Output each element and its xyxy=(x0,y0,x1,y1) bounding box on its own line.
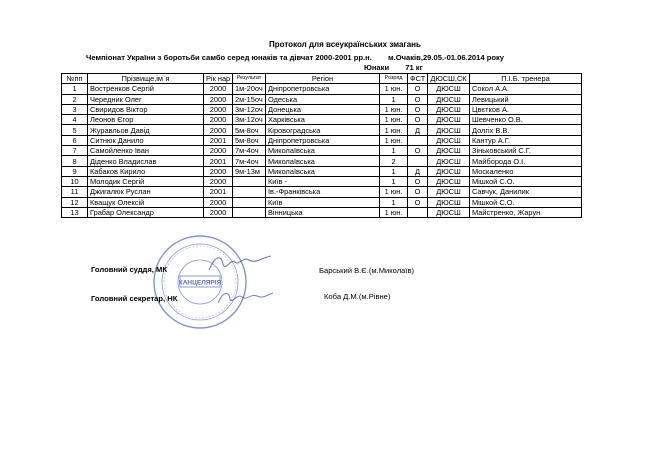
result-cell: 9м-13м xyxy=(233,166,266,176)
table-row xyxy=(62,207,582,217)
region-cell: Миколаївська xyxy=(266,146,380,156)
row-number-cell: 7 xyxy=(62,146,88,156)
result-cell: 3м-12оч xyxy=(233,115,266,125)
coach-name-cell: Москаленко xyxy=(470,166,582,176)
school-cell: ДЮСШ xyxy=(428,207,470,217)
table-row xyxy=(62,187,582,197)
region-cell: Київ xyxy=(266,197,380,207)
school-cell: ДЮСШ xyxy=(428,104,470,114)
fst-cell: Д xyxy=(408,166,428,176)
birth-year-cell: 2001 xyxy=(204,156,233,166)
category-label: Юнаки xyxy=(364,63,390,72)
coach-name-cell: Сокол А.А. xyxy=(470,84,582,94)
school-cell: ДЮСШ xyxy=(428,176,470,186)
col-header-year: Рік нар xyxy=(204,74,233,84)
secretary-name: Коба Д.М.(м.Рівне) xyxy=(324,292,391,301)
birth-year-cell: 2000 xyxy=(204,94,233,104)
judge-signature-icon xyxy=(205,250,275,276)
col-header-school: ДЮСШ,СК xyxy=(428,74,470,84)
coach-name-cell: Долгіх В.В. xyxy=(470,125,582,135)
school-cell: ДЮСШ xyxy=(428,94,470,104)
school-cell: ДЮСШ xyxy=(428,84,470,94)
region-cell: Кіровоградська xyxy=(266,125,380,135)
region-cell: Одеська xyxy=(266,94,380,104)
rank-cell: 1 xyxy=(380,197,408,207)
result-cell xyxy=(233,187,266,197)
school-cell: ДЮСШ xyxy=(428,125,470,135)
row-number-cell: 6 xyxy=(62,135,88,145)
region-cell: Харківська xyxy=(266,115,380,125)
championship-title: Чемпіонат України з боротьби самбо серед юнаків та дівчат 2000-2001 рр.н. xyxy=(86,53,372,62)
fst-cell: О xyxy=(408,115,428,125)
result-cell: 7м-4оч xyxy=(233,156,266,166)
row-number-cell: 5 xyxy=(62,125,88,135)
table-row xyxy=(62,156,582,166)
athlete-name-cell: Ситнюк Данило xyxy=(88,135,204,145)
region-cell: Донецька xyxy=(266,104,380,114)
col-header-name: Прізвище,ім`я xyxy=(88,74,204,84)
birth-year-cell: 2001 xyxy=(204,135,233,145)
athlete-name-cell: Молодик Сергій xyxy=(88,176,204,186)
row-number-cell: 12 xyxy=(62,197,88,207)
birth-year-cell: 2000 xyxy=(204,125,233,135)
fst-cell: О xyxy=(408,146,428,156)
coach-name-cell: Кантур А.Г. xyxy=(470,135,582,145)
rank-cell: 1 xyxy=(380,166,408,176)
fst-cell: О xyxy=(408,104,428,114)
coach-name-cell: Шевченко О.В. xyxy=(470,115,582,125)
birth-year-cell: 2000 xyxy=(204,115,233,125)
coach-name-cell: Зіньковський С.Г. xyxy=(470,146,582,156)
table-row xyxy=(62,146,582,156)
birth-year-cell: 2000 xyxy=(204,146,233,156)
rank-cell: 2 xyxy=(380,156,408,166)
coach-name-cell: Савчук, Данилик xyxy=(470,187,582,197)
birth-year-cell: 2000 xyxy=(204,104,233,114)
fst-cell: О xyxy=(408,84,428,94)
rank-cell: 1 юн. xyxy=(380,135,408,145)
athlete-name-cell: Джигалюк Руслан xyxy=(88,187,204,197)
athlete-name-cell: Свиридов Віктор xyxy=(88,104,204,114)
row-number-cell: 1 xyxy=(62,84,88,94)
athlete-name-cell: Леонов Єгор xyxy=(88,115,204,125)
athlete-name-cell: Журавльов Давід xyxy=(88,125,204,135)
rank-cell: 1 xyxy=(380,176,408,186)
row-number-cell: 9 xyxy=(62,166,88,176)
region-cell: Миколаївська xyxy=(266,166,380,176)
col-header-number: №пп xyxy=(62,74,88,84)
secretary-label: Головний секретар, НК xyxy=(91,294,178,303)
fst-cell: О xyxy=(408,187,428,197)
protocol-title: Протокол для всеукраїнських змагань xyxy=(269,40,421,49)
place-date: м.Очаків,29.05.-01.06.2014 року xyxy=(387,53,504,62)
col-header-rank: Розряд xyxy=(380,74,408,84)
athlete-name-cell: Кващук Олексій xyxy=(88,197,204,207)
row-number-cell: 10 xyxy=(62,176,88,186)
athlete-name-cell: Самойленко Іван xyxy=(88,146,204,156)
result-cell xyxy=(233,197,266,207)
fst-cell xyxy=(408,135,428,145)
athlete-name-cell: Грабар Олександр xyxy=(88,207,204,217)
result-cell xyxy=(233,207,266,217)
birth-year-cell: 2000 xyxy=(204,207,233,217)
row-number-cell: 8 xyxy=(62,156,88,166)
secretary-signature-icon xyxy=(215,287,275,309)
birth-year-cell: 2000 xyxy=(204,166,233,176)
result-cell: 7м-4оч xyxy=(233,146,266,156)
judge-name: Барський В.Є.(м.Миколаїв) xyxy=(319,266,415,275)
table-row xyxy=(62,94,582,104)
coach-name-cell: Майстренко, Жарун xyxy=(470,207,582,217)
fst-cell: Д xyxy=(408,125,428,135)
col-header-fst: ФСТ xyxy=(408,74,428,84)
fst-cell xyxy=(408,207,428,217)
rank-cell: 1 юн. xyxy=(380,115,408,125)
result-cell: 1м-20оч xyxy=(233,84,266,94)
championship-line xyxy=(86,53,606,62)
stamp-text: КАНЦЕЛЯРІЯ xyxy=(178,279,222,287)
coach-name-cell: Мішкой С.О. xyxy=(470,176,582,186)
region-cell: Миколаївська xyxy=(266,156,380,166)
table-row xyxy=(62,135,582,145)
rank-cell: 1 юн. xyxy=(380,187,408,197)
table-row xyxy=(62,115,582,125)
region-cell: Дніпропетровська xyxy=(266,135,380,145)
fst-cell: О xyxy=(408,197,428,207)
table-row xyxy=(62,176,582,186)
table-row xyxy=(62,125,582,135)
coach-name-cell: Майборода О.І. xyxy=(470,156,582,166)
judge-label: Головний суддя, МК xyxy=(91,265,167,274)
school-cell: ДЮСШ xyxy=(428,135,470,145)
rank-cell: 1 юн. xyxy=(380,125,408,135)
row-number-cell: 3 xyxy=(62,104,88,114)
row-number-cell: 2 xyxy=(62,94,88,104)
school-cell: ДЮСШ xyxy=(428,156,470,166)
result-cell xyxy=(233,176,266,186)
region-cell: Дніпропетровська xyxy=(266,84,380,94)
results-body xyxy=(62,84,582,218)
birth-year-cell: 2001 xyxy=(204,187,233,197)
row-number-cell: 4 xyxy=(62,115,88,125)
weight-value: 71 кг xyxy=(405,63,423,72)
table-row xyxy=(62,104,582,114)
birth-year-cell: 2000 xyxy=(204,84,233,94)
birth-year-cell: 2000 xyxy=(204,197,233,207)
athlete-name-cell: Діденко Владислав xyxy=(88,156,204,166)
school-cell: ДЮСШ xyxy=(428,115,470,125)
school-cell: ДЮСШ xyxy=(428,146,470,156)
school-cell: ДЮСШ xyxy=(428,197,470,207)
athlete-name-cell: Кабаков Кирило xyxy=(88,166,204,176)
rank-cell: 1 юн. xyxy=(380,207,408,217)
fst-cell: О xyxy=(408,94,428,104)
fst-cell xyxy=(408,156,428,166)
school-cell: ДЮСШ xyxy=(428,187,470,197)
row-number-cell: 13 xyxy=(62,207,88,217)
coach-name-cell: Мішкой С.О. xyxy=(470,197,582,207)
rank-cell: 1 юн. xyxy=(380,104,408,114)
table-header-row xyxy=(62,74,582,84)
official-stamp xyxy=(150,232,250,332)
fst-cell: О xyxy=(408,176,428,186)
coach-name-cell: Левицький xyxy=(470,94,582,104)
birth-year-cell: 2000 xyxy=(204,176,233,186)
result-cell: 3м-12оч xyxy=(233,104,266,114)
athlete-name-cell: Чередник Олег xyxy=(88,94,204,104)
col-header-region: Регіон xyxy=(266,74,380,84)
col-header-result: Результат xyxy=(233,74,266,84)
rank-cell: 1 xyxy=(380,146,408,156)
row-number-cell: 11 xyxy=(62,187,88,197)
table-row xyxy=(62,197,582,207)
table-row xyxy=(62,84,582,94)
result-cell: 5м-8оч xyxy=(233,125,266,135)
table-row xyxy=(62,166,582,176)
rank-cell: 1 юн. xyxy=(380,84,408,94)
col-header-coach: П.І.Б. тренера xyxy=(470,74,582,84)
athlete-name-cell: Востренков Сергій xyxy=(88,84,204,94)
results-table xyxy=(61,73,582,218)
weight-category xyxy=(364,63,423,72)
rank-cell: 1 xyxy=(380,94,408,104)
region-cell: Ів.-Франківська xyxy=(266,187,380,197)
result-cell: 2м-15оч xyxy=(233,94,266,104)
result-cell: 5м-8оч xyxy=(233,135,266,145)
coach-name-cell: Цвєтков А. xyxy=(470,104,582,114)
region-cell: Київ - xyxy=(266,176,380,186)
school-cell: ДЮСШ xyxy=(428,166,470,176)
region-cell: Вінницька xyxy=(266,207,380,217)
